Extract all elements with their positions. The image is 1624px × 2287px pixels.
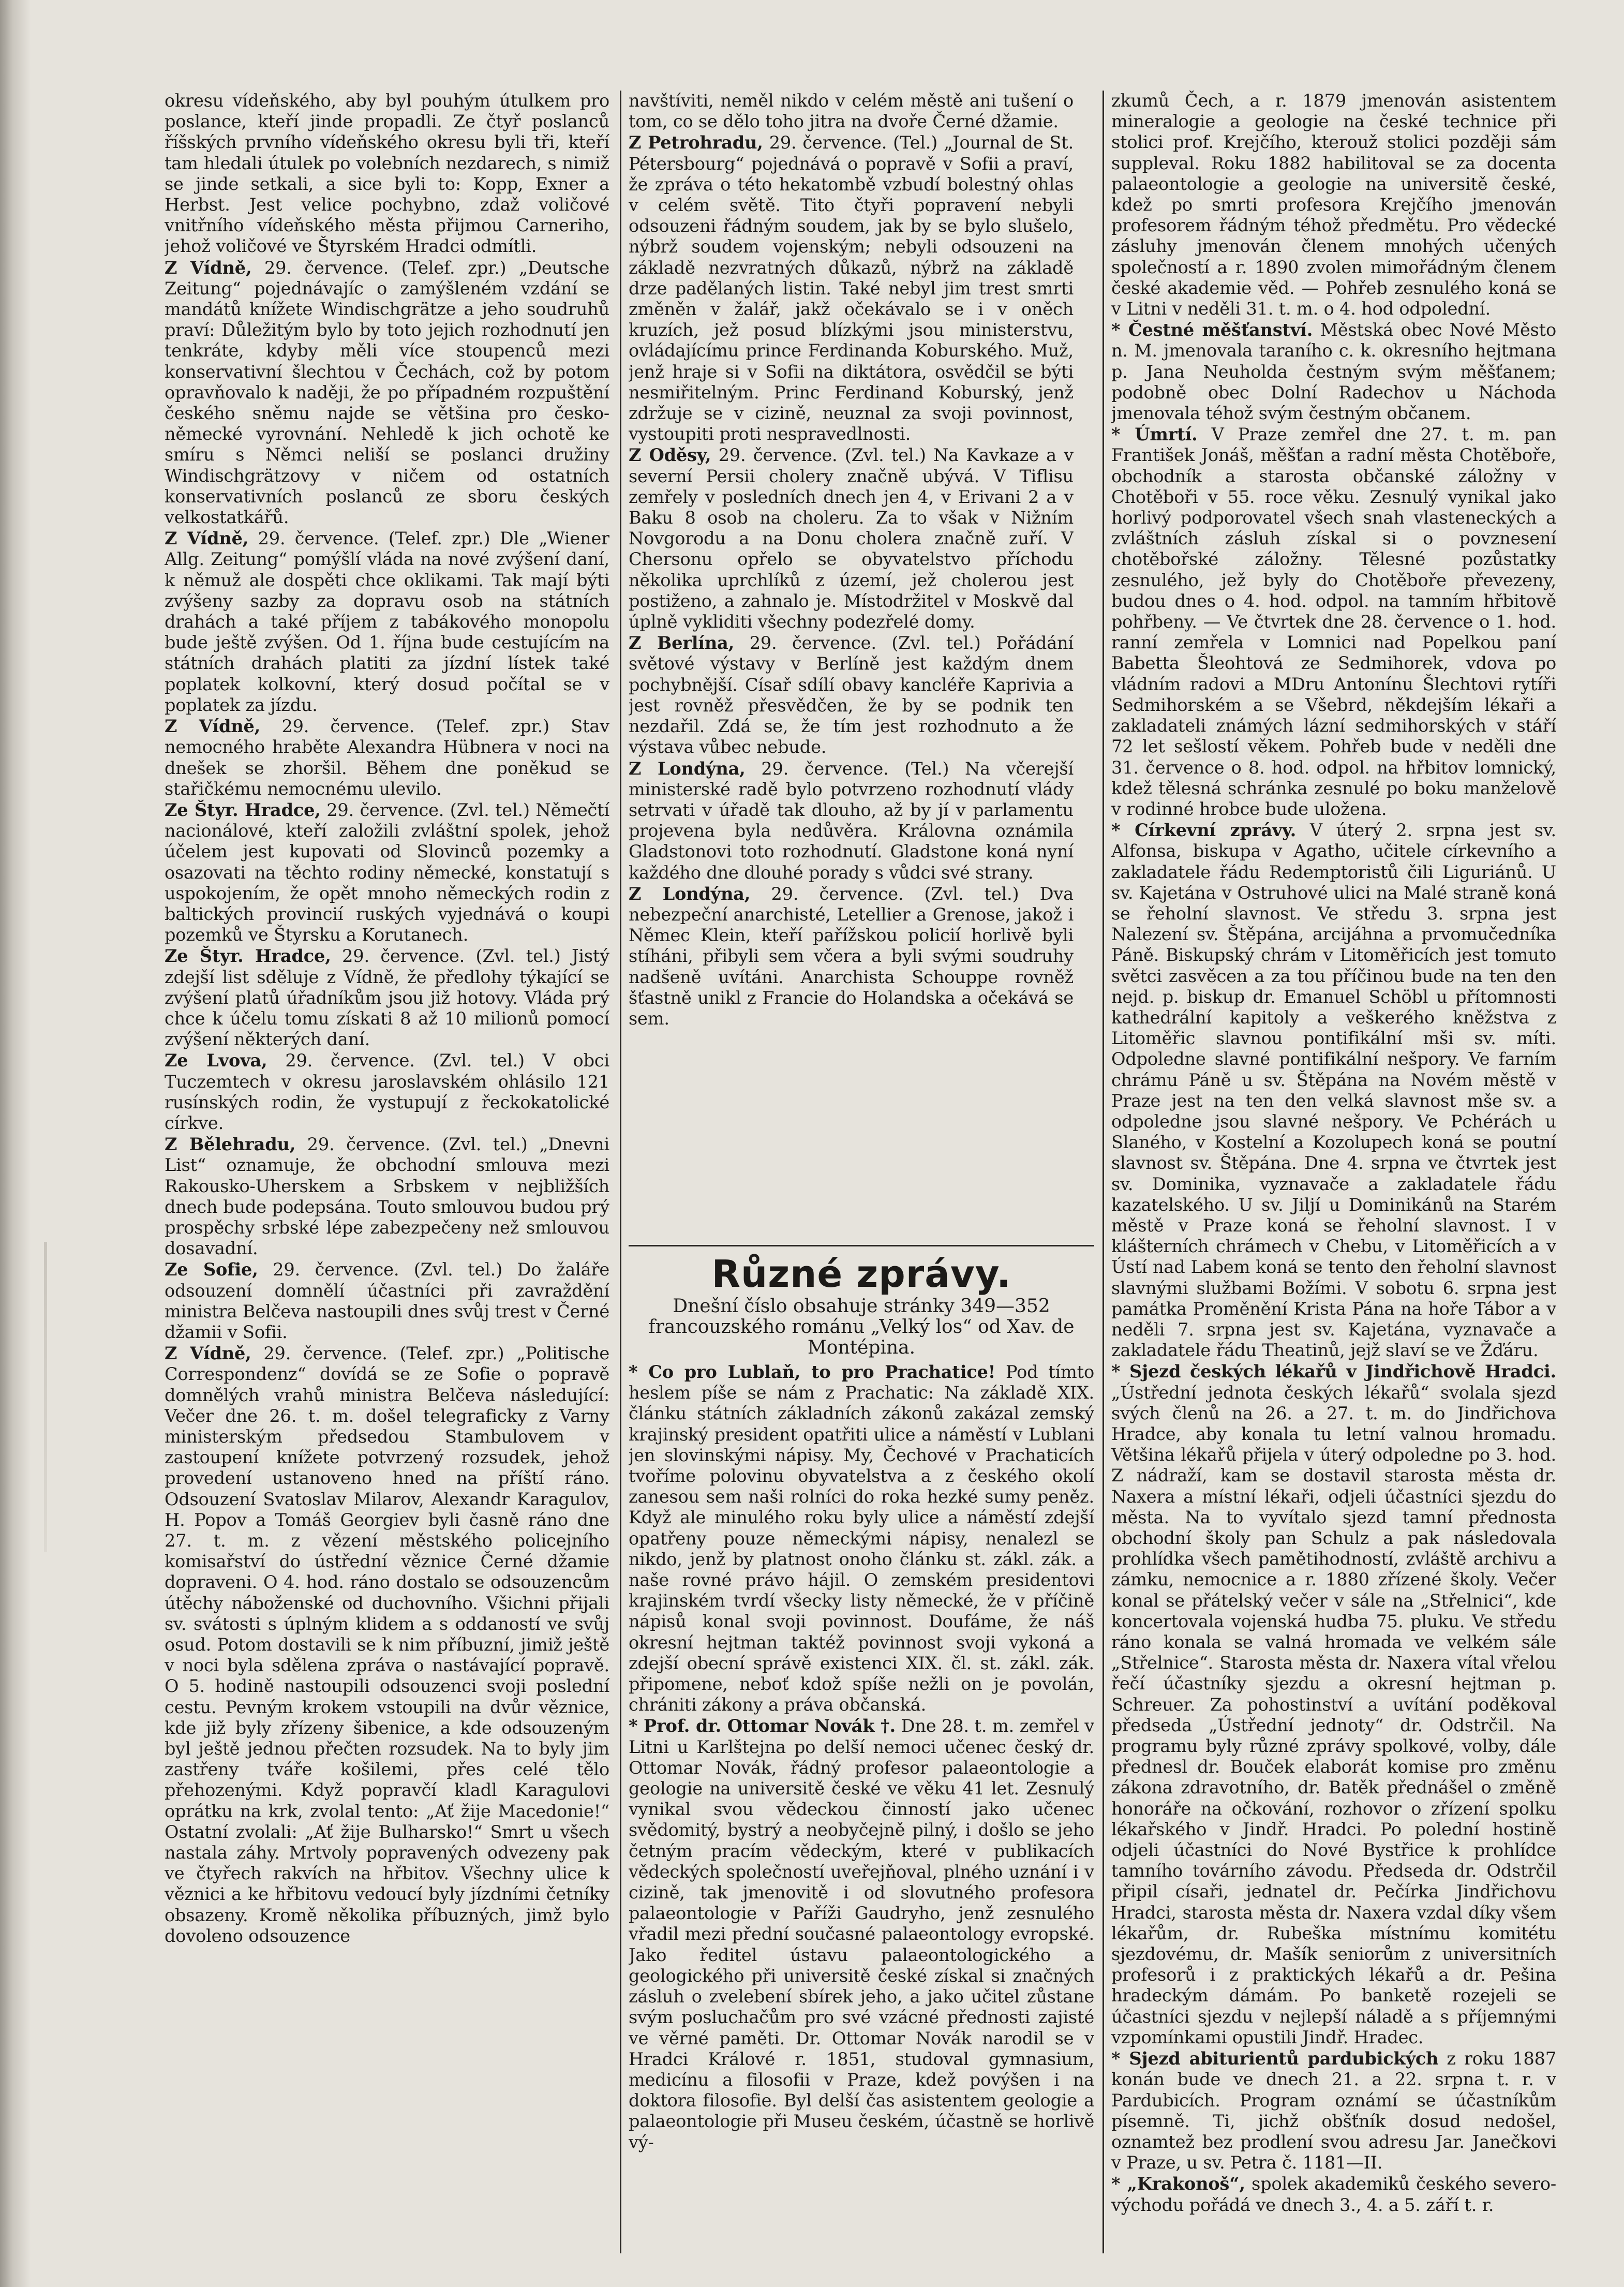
article-text: 29. července. (Zvl. tel.) Dva nebezpeční anarchisté, Letellier a Grenose, jakož i Němec Klein, kteří pařížskou policií horlivě byli stíháni, přibyli sem včera a byli svými soudruhy nadšeně uvítáni. Anarchista Schouppe rovněž šťastně unikl z Francie do Holandska a očekává se sem.	[629, 883, 1074, 1029]
article-text: 29. července. (Zvl. tel.) Do žaláře odsouzení domnělí účastníci při zavraždění ministra Belčeva nastoupili dnes svůj trest v Černé džamii v Sofii.	[165, 1259, 609, 1342]
article-paragraph	[1111, 319, 1556, 424]
article-dateline: Z Oděsy,	[629, 444, 711, 466]
section-notice: Dnešní číslo obsahuje stránky 349—352 francouzského románu „Velký los“ od Xav. de Montépina.	[648, 1296, 1075, 1358]
article-text: V Praze zemřel dne 27. t. m. pan František Jonáš, měšťan a radní města Chotěboře, obchodník a starosta občanské záložny v Chotěboři v 55. roce věku. Zesnulý vynikal jako horlivý podporovatel všech snah vlasteneckých a zvláštních zásluh získal si o povznesení chotěbořské záložny. Tělesné pozůstatky zesnulého, jež byly do Chotěboře převezeny, budou dnes o 4. hod. odpol. na tamním hřbitově pohřbeny. — Ve čtvrtek dne 28. července o 1. hod. ranní zemřela v Lomnici nad Popelkou paní Babetta Šleohtová ze Sedmihorek, vdova po vládním radovi a MDru Antonínu Šlechtovi rytíři Sedmihorském a se Všebrd, někdejším lékaři a zakladateli známých lázní sedmihorských v stáří 72 let sešlostí věkem. Pohřeb bude v neděli dne 31. července o 8. hod. odpol. na hřbitov lomnický, kdež tělesná schránka zesnulé po boku manželově v rodinné hrobce bude uložena.	[1111, 424, 1556, 819]
article-dateline: Z Berlína,	[629, 632, 735, 654]
article-dateline: * Co pro Lublaň, to pro Prachatice!	[629, 1361, 996, 1382]
article-dateline: Z Petrohradu,	[629, 132, 763, 153]
article-text: 29. července. (Telef. zpr.) Dle „Wiener Allg. Zeitung“ pomýšlí vláda na nové zvýšení daní, k němuž ale dospěti chce oklikami. Tak mají býti zvýšeny sazby za dopravu osob na státních drahách a také příjem z tabákového monopolu bude ještě zvýšen. Od 1. října bude cestujícím na státních drahách platiti za jízdní lístek také poplatek kolkovní, který dosud počítal se v poplatek za jízdu.	[165, 528, 609, 715]
article-dateline: * Čestné měšťanství.	[1111, 319, 1313, 340]
article-paragraph	[165, 257, 609, 528]
article-text: spolek akademiků českého severo-východu pořádá ve dnech 3., 4. a 5. září t. r.	[1111, 2174, 1556, 2215]
article-dateline: Z Vídně,	[165, 528, 249, 549]
section-articles	[629, 1361, 1094, 2153]
article-text: navštíviti, neměl nikdo v celém městě ani tušení o tom, co se dělo toho jitra na dvoře Černé džamie.	[629, 91, 1074, 132]
article-text: Pod tímto heslem píše se nám z Prachatic: Na základě XIX. článku státních základních zákonů zakázal zemský krajinský president opatřiti ulice a náměstí v Lublani jen slovinskými nápisy. My, Čechové v Prachaticích tvoříme polovinu obyvatelstva a z českého okolí zanesou sem naši rolníci do roka hezké sumy peněz. Když ale minulého roku byly ulice a náměstí zdejší opatřeny pouze německými nápisy, nenalezl se nikdo, jenž by platnost onoho článku st. zákl. zák. a naše rovné právo hájil. O zemském presidentovi krajinském tvrdí všecky listy německé, že v příčině nápisů konal svoji povinnost. Doufáme, že náš okresní hejtman taktéž povinnost svoji vykoná a zdejší obecní správě existenci XIX. čl. st. zákl. zák. připomene, neboť kdož spíše nežli on je povolán, chrániti zákony a práva občanská.	[629, 1362, 1094, 1715]
article-paragraph	[165, 1343, 609, 1947]
section-ruzne-zpravy	[629, 1242, 1094, 2253]
article-paragraph	[629, 883, 1074, 1029]
article-text: 29. července. (Zvl. tel.) Němečtí nacionálové, kteří založili zvláštní spolek, jehož účelem jest kupovati od Slovinců pozemky a osazovati na těchto rodiny německé, konstatují s uspokojením, že opět mnoho německých rodin z baltických provincií ruských vyjednává o koupi pozemků ve Štyrsku a Korutanech.	[165, 799, 609, 945]
article-text: 29. července. (Telef. zpr.) „Politische Correspondenz“ dovídá se ze Sofie o popravě domnělých vrahů ministra Belčeva následující: Večer dne 26. t. m. došel telegraficky z Varny ministerským předsedou Stambulovem v zastoupení knížete potvrzený rozsudek, jehož provedení ustanoveno hned na příští ráno. Odsouzení Svatoslav Milarov, Alexandr Karagulov, H. Popov a Tomáš Georgiev byli časně ráno dne 27. t. m. z vězení městského policejního komisařství do ústřední věznice Černé džamie dopraveni. O 4. hod. ráno dostalo se odsouzencům útěchy náboženské od duchovního. Všichni přijali sv. svátosti s úplným klidem a s oddaností ve svůj osud. Potom dostavili se k nim příbuzní, jimiž ještě v noci byla sdělena zpráva o nastávající popravě. O 5. hodině nastoupili odsouzenci svoji poslední cestu. Pevným krokem vstoupili na dvůr věznice, kde již byly zřízeny šibenice, a kde odsouzeným byl ještě jednou přečten rozsudek. Na to byly jim zastřeny tváře košilemi, přes celé tělo přehozenými. Když popravčí kladl Karagulovi oprátku na krk, zvolal tento: „Ať žije Macedonie!“ Ostatní zvolali: „Ať žije Bulharsko!“ Smrt u všech nastala záhy. Mrtvoly popravených odvezeny pak ve čtyřech rakvích na hřbitov. Všechny ulice k věznici a ke hřbitovu vedoucí byly jízdními četníky obsazeny. Kromě několika příbuzných, jimž bylo dovoleno odsouzence	[165, 1343, 609, 1946]
article-text: 29. července. (Zvl. tel.) Pořádání světové výstavy v Berlíně jest každým dnem pochybnější. Císař sdílí obavy kancléře Kaprivia a jest rovněž přesvědčen, že by se podnik ten nezdařil. Zdá se, že tím jest rozhodnuto a že výstava vůbec nebude.	[629, 633, 1074, 758]
continuation-paragraph	[1111, 91, 1556, 319]
article-paragraph	[165, 1259, 609, 1343]
article-paragraph	[165, 528, 609, 716]
article-dateline: Z Vídně,	[165, 716, 261, 737]
article-dateline: Z Londýna,	[629, 758, 746, 779]
article-dateline: * „Krakonoš“,	[1111, 2173, 1245, 2194]
article-text: zkumů Čech, a r. 1879 jmenován asistentem mineralogie a geologie na české technice při stolici prof. Krejčího, kterouž stolici později sám suppleval. Roku 1882 habilitoval se za docenta palaeontologie a geologie na universitě české, kdež po smrti profesora Krejčího jmenován profesorem řádným téhož předmětu. Pro vědecké zásluhy jmenován členem mnohých učených společností a r. 1890 zvolen mimořádným členem české akademie věd. — Pohřeb zesnulého koná se v Litni v neděli 31. t. m. o 4. hod odpolední.	[1111, 91, 1556, 319]
article-paragraph	[1111, 1361, 1556, 2048]
article-paragraph	[1111, 820, 1556, 1361]
section-separator	[629, 1245, 1094, 1246]
article-dateline: Z Vídně,	[165, 1343, 251, 1364]
article-dateline: * Sjezd českých lékařů v Jindřichově Hradci.	[1111, 1361, 1556, 1382]
article-text: Dne 28. t. m. zemřel v Litni u Karlštejna po delší nemoci učenec český dr. Ottomar Novák, řádný profesor palaeontologie a geologie na universitě české ve věku 41 let. Zesnulý vynikal svou vědeckou činností jako učenec svědomitý, bystrý a neobyčejně pilný, i došlo se jeho četným pracím vědeckým, které v publikacích vědeckých společností uveřejňoval, plného uznání i v cizině, tak jmenovitě i od slovutného profesora palaeontologie v Paříži Gaudryho, jenž zesnulého vřadil mezi přední současné palaeontology evropské. Jako ředitel ústavu palaeontologického a geologického při universitě české získal si značných zásluh o zvelebení sbírek jeho, a jako učitel zůstane svým posluchačům pro své vzácné přednosti zajisté ve věrné paměti. Dr. Ottomar Novák narodil se v Hradci Králové r. 1851, studoval gymnasium, medicínu a filosofii v Praze, kdež povýšen i na doktora filosofie. Byl delší čas asistentem geologie a palaeontologie při Museu českém, účastně se horlivě vý-	[629, 1716, 1094, 2152]
article-dateline: Z Londýna,	[629, 883, 751, 904]
article-text: 29. července. (Zvl. tel.) Na Kavkaze a v severní Persii cholery značně ubývá. V Tiflisu zemřely v posledních dnech jen 4, v Erivani 2 a v Baku 8 osob na choleru. Za to však v Nižním Novgorodu a na Donu cholera značně zuří. V Chersonu opřelo se obyvatelstvo příchodu několika uprchlíků z území, jež cholerou jest postiženo, a zahnalo je. Místodržitel v Moskvě dal úplně vykliditi všechny podezřelé domy.	[629, 445, 1074, 632]
column-divider	[1102, 91, 1104, 2253]
article-text: 29. července. (Telef. zpr.) „Deutsche Zeitung“ pojednávajíc o zamýšleném vzdání se mandátů knížete Windischgrätze a jeho soudruhů praví: Důležitým bylo by toto jejich rozhodnutí jen tenkráte, kdyby měli více stoupenců mezi konservativní šlechtou v Čechách, což by potom opravňovalo k naději, že po případném rozpuštění českého sněmu najde se většina pro česko-německé vyrovnání. Nehledě k jich ochotě ke smíru s Němci neliší se poslanci družiny Windischgrätzovy v ničem od ostatních konservativních poslanců ze sboru českých velkostatkářů.	[165, 257, 609, 528]
article-dateline: Ze Štyr. Hradce,	[165, 945, 331, 967]
article-dateline: * Sjezd abiturientů pardubických	[1111, 2048, 1439, 2069]
paper-edge-mark	[44, 1242, 47, 1552]
article-paragraph	[1111, 2173, 1556, 2215]
column-left	[165, 91, 609, 2253]
page-gutter-shadow	[0, 0, 31, 2287]
article-dateline: Z Vídně,	[165, 257, 252, 278]
article-paragraph	[165, 945, 609, 1050]
article-paragraph	[629, 632, 1074, 758]
article-dateline: * Církevní zprávy.	[1111, 820, 1297, 841]
article-paragraph	[629, 132, 1074, 444]
article-text: z roku 1887 konán bude ve dnech 21. a 22. srpna t. r. v Pardubicích. Program oznámí se účastníkům písemně. Ti, jichž obšťník dosud nedošel, oznamtež bez prodlení svou adresu Jar. Janečkovi v Praze, u sv. Petra č. 1181—II.	[1111, 2048, 1556, 2173]
article-dateline: * Úmrtí.	[1111, 424, 1198, 445]
continuation-paragraph	[165, 91, 609, 257]
article-text: 29. července. (Zvl. tel.) „Dnevni List“ oznamuje, že obchodní smlouva mezi Rakousko-Uherskem a Srbskem v nejbližších dnech bude podepsána. Touto smlouvou budou prý prospěchy srbské lépe zabezpečeny než smlouvou dosavadní.	[165, 1134, 609, 1259]
article-dateline: Ze Lvova,	[165, 1050, 267, 1071]
article-paragraph	[165, 1050, 609, 1134]
article-paragraph	[165, 1134, 609, 1259]
article-paragraph	[1111, 424, 1556, 820]
article-text: Městská obec Nové Město n. M. jmenovala taraního c. k. okresního hejtmana p. Jana Neuholda čestným svým měšťanem; podobně obec Dolní Radechov u Náchoda jmenovala téhož svým čestným občanem.	[1111, 320, 1556, 424]
article-paragraph	[1111, 2048, 1556, 2173]
continuation-paragraph	[629, 91, 1074, 132]
article-text: „Ústřední jednota českých lékařů“ svolala sjezd svých členů na 26. a 27. t. m. do Jindřichova Hradce, aby konala tu letní valnou hromadu. Většina lékařů přijela v úterý odpoledne po 3. hod. Z nádraží, kam se dostavil starosta města dr. Naxera a místní lékaři, odjeli účastníci sjezdu do města. Na to vyvítalo sjezd tamní přednosta obchodní školy pan Schulz a pak následovala prohlídka všech pamětihodností, zvláště archivu a zámku, nemocnice a r. 1880 zřízené školy. Večer konal se přátelský večer v sále na „Střelnici“, kde koncertovala vojenská hudba 75. pluku. Ve středu ráno konala se valná hromada ve velkém sále „Střelnice“. Starosta města dr. Naxera vítal vřelou řečí účastníky sjezdu a okresní hejtman p. Schreuer. Za pohostinství a uvítání poděkoval předseda „Ústřední jednoty“ dr. Odstrčil. Na programu byly různé zprávy spolkové, volby, dále přednesl dr. Bouček elaborát komise pro změnu zákona zdravotního, dr. Batěk přednášel o změně honoráře na očkování, rozhovor o zřízení spolku lékařského v Jindř. Hradci. Po polední hostině odjeli účastníci do Nové Bystřice k prohlídce tamního továrního závodu. Předseda dr. Odstrčil připil císaři, jednatel dr. Pečírka Jindřichovu Hradci, starosta města dr. Naxera vzdal díky všem lékařům, dr. Rubeška místnímu komitétu sjezdovému, dr. Mašík seniorům z universitních profesorů i z praktických lékařů a dr. Pešina hradeckým dámám. Po banketě rozejeli se účastníci sjezdu v nejlepší náladě a s příjemnými vzpomínkami opustili Jindř. Hradec.	[1111, 1382, 1556, 2047]
column-right	[1111, 91, 1556, 2253]
article-text: V úterý 2. srpna jest sv. Alfonsa, biskupa v Agatho, učitele církevního a zakladatele řádu Redemptoristů čili Liguriánů. U sv. Kajetána v Ostruhové ulici na Malé straně koná se řeholní slavnost. Ve středu 3. srpna jest Nalezení sv. Štěpána, arcijáhna a prvomučedníka Páně. Biskupský chrám v Litoměřicích jest tomuto světci zasvěcen a za tou příčinou bude na ten den nejd. p. biskup dr. Emanuel Schöbl u přítomnosti kathedrální kapitoly a veškerého kněžstva z Litoměřic slavnou pontifikální mši sv. míti. Odpoledne slavné pontifikální nešpory. Ve farním chrámu Páně u sv. Štěpána na Novém městě v Praze jest na ten den velká slavnost mše sv. a odpoledne jsou slavné nešpory. Ve Pchérách u Slaného, v Kostelní a Kozolupech koná se poutní slavnost sv. Štěpána. Dne 4. srpna ve čtvrtek jest sv. Dominika, vyznavače a zakladatele řádu kazatelského. U sv. Jiljí u Dominikánů na Starém městě v Praze koná se řeholní slavnost. I v klášterních chrámech v Chebu, v Litoměřicích a v Ústí nad Labem koná se tento den řeholní slavnost slavnými službami Božími. V sobotu 6. srpna jest památka Proměnění Krista Pána na hoře Tábor a v neděli 7. srpna jest sv. Kajetána, vyznavače a zakladatele řádu Theatinů, jejž slaví se ve Žďáru.	[1111, 820, 1556, 1361]
article-dateline: Z Bělehradu,	[165, 1134, 296, 1155]
article-text: okresu vídeňského, aby byl pouhým útulkem pro poslance, kteří jinde propadli. Ze čtyř poslanců říšských prvního vídeňského okresu byli tři, kteří tam hledali útulek po volebních nezdarech, s nimiž se jinde setkali, a sice byli to: Kopp, Exner a Herbst. Jest velice pochybno, zdaž voličové vnitřního vídeňského města přijmou Carneriho, jehož voličové ve Štyrském Hradci odmítli.	[165, 91, 609, 257]
article-dateline: Ze Sofie,	[165, 1259, 258, 1280]
article-paragraph	[629, 444, 1074, 632]
article-dateline: Ze Štyr. Hradce,	[165, 799, 321, 820]
article-paragraph	[629, 1361, 1094, 1715]
column-divider	[620, 91, 621, 2253]
article-dateline: * Prof. dr. Ottomar Novák †.	[629, 1715, 896, 1736]
article-text: 29. července. (Zvl. tel.) Jistý zdejší list sděluje z Vídně, že předlohy týkající se zvýšení platů úřadníkům jsou již hotovy. Vláda prý chce k účelu tomu získati 8 až 10 milionů pomocí zvýšení některých daní.	[165, 946, 609, 1050]
article-text: 29. července. (Tel.) Na včerejší ministerské radě bylo potvrzeno rozhodnutí vlády setrvati v úřadě tak dlouho, až by jí v parlamentu projevena byla nedůvěra. Královna oznámila Gladstonovi toto rozhodnutí. Gladstone koná nyní každého dne dlouhé porady s vůdci své strany.	[629, 758, 1074, 883]
article-text: 29. července. (Tel.) „Journal de St. Pétersbourg“ pojednává o popravě v Sofii a praví, že zpráva o této hekatombě vzbudí bolestný ohlas v celém světě. Tito čtyři popravení nebyli odsouzeni řádným soudem, jak by se bylo slušelo, nýbrž soudem vojenským; nebyli odsouzeni na základě nezvratných důkazů, nýbrž na základě drze padělaných listin. Také nebyl jim trest smrti změněn v žalář, jakž očekávalo se i v oněch kruzích, jež posud blízkými jsou ministerstvu, ovládajícímu prince Ferdinanda Koburského. Muž, jenž hraje si v Sofii na diktátora, osvědčil se býti nesmiřitelným. Princ Ferdinand Koburský, jenž zdržuje se v cizině, neuznal za svoji povinnost, vystoupiti proti nespravedlnosti.	[629, 132, 1074, 444]
article-text: 29. července. (Zvl. tel.) V obci Tuczemtech v okresu jaroslavském ohlásilo 121 rusínských rodin, že vystupují z řeckokatolické církve.	[165, 1050, 609, 1133]
article-paragraph	[165, 716, 609, 799]
column-middle	[629, 91, 1074, 1369]
article-paragraph	[629, 758, 1074, 883]
article-text: 29. července. (Telef. zpr.) Stav nemocného hraběte Alexandra Hübnera v noci na dnešek se zhoršil. Během dne poněkud se stařičkému nemocnému ulevilo.	[165, 716, 609, 799]
article-paragraph	[629, 1715, 1094, 2152]
article-paragraph	[165, 799, 609, 945]
section-title: Různé zprávy.	[711, 1252, 1011, 1296]
